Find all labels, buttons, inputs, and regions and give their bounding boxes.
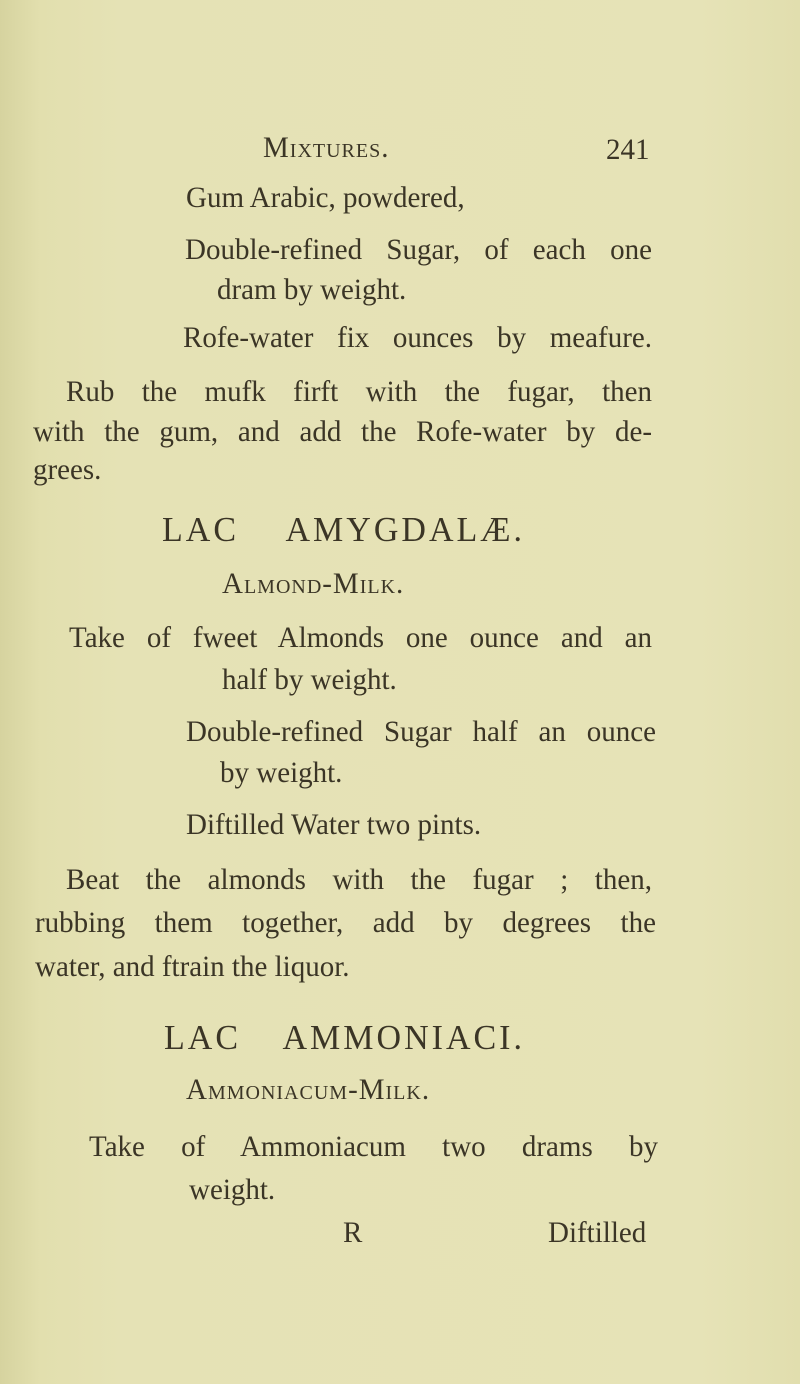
text-line: Rofe-water fix ounces by meafure. (183, 321, 652, 355)
text-line: weight. (189, 1173, 276, 1207)
section-subtitle: Ammoniacum-Milk. (186, 1073, 431, 1107)
text-line: by weight. (220, 756, 343, 790)
text-line: rubbing them together, add by degrees the (35, 906, 656, 940)
text-line: Double-refined Sugar half an ounce (186, 715, 656, 749)
text-line: grees. (33, 453, 102, 487)
section-title: LAC AMMONIACI. (164, 1019, 525, 1058)
signature-mark: R (343, 1216, 363, 1250)
text-line: Rub the mufk firft with the fugar, then (66, 375, 652, 409)
catchword: Diftilled (548, 1216, 647, 1250)
text-line: Double-refined Sugar, of each one (185, 233, 652, 267)
text-line: half by weight. (222, 663, 397, 697)
page-number: 241 (606, 133, 650, 167)
text-line: Take of Ammoniacum two drams by (89, 1130, 658, 1164)
text-line: Beat the almonds with the fugar ; then, (66, 863, 652, 897)
section-title: LAC AMYGDALÆ. (162, 511, 525, 550)
text-line: with the gum, and add the Rofe-water by de- (33, 415, 652, 449)
text-line: Gum Arabic, powdered, (186, 181, 465, 215)
text-line: Diftilled Water two pints. (186, 808, 482, 842)
running-title: Mixtures. (263, 131, 390, 165)
section-subtitle: Almond-Milk. (222, 567, 405, 601)
text-line: water, and ftrain the liquor. (35, 950, 350, 984)
text-line: dram by weight. (217, 273, 407, 307)
text-line: Take of fweet Almonds one ounce and an (69, 621, 652, 655)
